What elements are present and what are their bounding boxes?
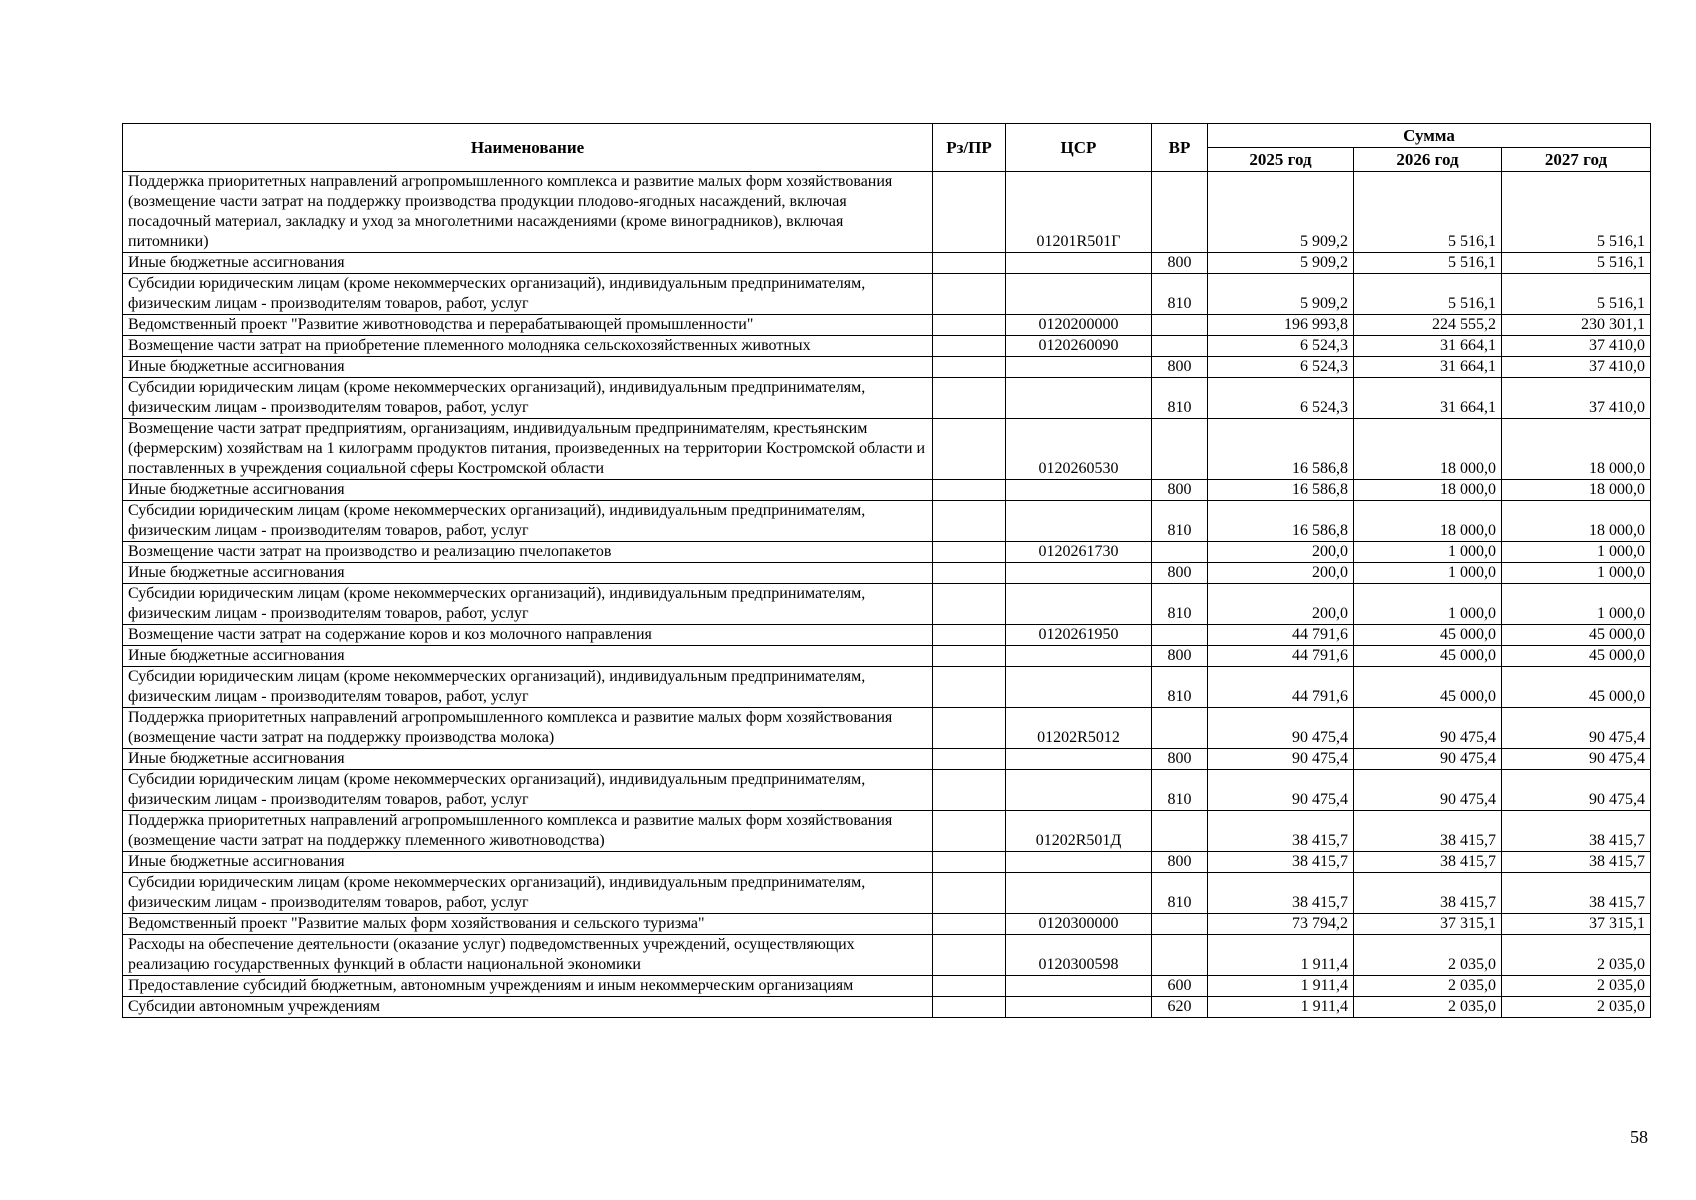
cell-rzpr	[933, 852, 1006, 873]
table-row	[123, 253, 1651, 274]
cell-2026: 38 415,7	[1354, 873, 1502, 914]
table-row	[123, 811, 1651, 852]
cell-2026: 45 000,0	[1354, 646, 1502, 667]
cell-name: Субсидии юридическим лицам (кроме некоммерческих организаций), индивидуальным предпринимателям, физическим лицам - производителям товаров, работ, услуг	[123, 667, 933, 708]
cell-csr	[1006, 749, 1152, 770]
table-row	[123, 419, 1651, 480]
table-row	[123, 584, 1651, 625]
cell-2025: 16 586,8	[1208, 480, 1354, 501]
cell-vr: 800	[1152, 253, 1208, 274]
cell-2025: 200,0	[1208, 584, 1354, 625]
cell-vr	[1152, 172, 1208, 253]
table-row	[123, 935, 1651, 976]
cell-name: Иные бюджетные ассигнования	[123, 852, 933, 873]
header-year-2027: 2027 год	[1502, 148, 1651, 172]
cell-2026: 2 035,0	[1354, 997, 1502, 1018]
cell-rzpr	[933, 935, 1006, 976]
cell-2025: 6 524,3	[1208, 378, 1354, 419]
table-body	[123, 172, 1651, 1018]
header-name: Наименование	[123, 124, 933, 172]
header-csr: ЦСР	[1006, 124, 1152, 172]
table-row	[123, 274, 1651, 315]
cell-name: Возмещение части затрат на приобретение племенного молодняка сельскохозяйственных животных	[123, 336, 933, 357]
cell-vr: 800	[1152, 563, 1208, 584]
cell-vr	[1152, 708, 1208, 749]
cell-csr	[1006, 378, 1152, 419]
table-row	[123, 336, 1651, 357]
table-row	[123, 770, 1651, 811]
cell-rzpr	[933, 749, 1006, 770]
cell-2027: 18 000,0	[1502, 501, 1651, 542]
cell-2027: 230 301,1	[1502, 315, 1651, 336]
cell-csr	[1006, 357, 1152, 378]
cell-vr	[1152, 625, 1208, 646]
cell-name: Расходы на обеспечение деятельности (оказание услуг) подведомственных учреждений, осуществляющих реализацию государственных функций в области национальной экономики	[123, 935, 933, 976]
cell-2026: 31 664,1	[1354, 378, 1502, 419]
cell-2025: 44 791,6	[1208, 646, 1354, 667]
cell-name: Иные бюджетные ассигнования	[123, 646, 933, 667]
cell-csr	[1006, 646, 1152, 667]
table-row	[123, 708, 1651, 749]
cell-2027: 1 000,0	[1502, 584, 1651, 625]
cell-name: Иные бюджетные ассигнования	[123, 357, 933, 378]
cell-2027: 45 000,0	[1502, 625, 1651, 646]
cell-2027: 18 000,0	[1502, 480, 1651, 501]
cell-2025: 6 524,3	[1208, 357, 1354, 378]
cell-rzpr	[933, 274, 1006, 315]
cell-csr	[1006, 253, 1152, 274]
cell-name: Иные бюджетные ассигнования	[123, 480, 933, 501]
cell-name: Возмещение части затрат на содержание коров и коз молочного направления	[123, 625, 933, 646]
cell-rzpr	[933, 378, 1006, 419]
cell-rzpr	[933, 708, 1006, 749]
cell-vr: 810	[1152, 501, 1208, 542]
cell-vr: 810	[1152, 873, 1208, 914]
cell-2027: 90 475,4	[1502, 749, 1651, 770]
cell-vr: 800	[1152, 646, 1208, 667]
cell-csr: 0120261950	[1006, 625, 1152, 646]
cell-rzpr	[933, 646, 1006, 667]
cell-csr: 0120261730	[1006, 542, 1152, 563]
cell-2027: 45 000,0	[1502, 646, 1651, 667]
cell-name: Субсидии юридическим лицам (кроме некоммерческих организаций), индивидуальным предпринимателям, физическим лицам - производителям товаров, работ, услуг	[123, 378, 933, 419]
cell-2025: 1 911,4	[1208, 997, 1354, 1018]
cell-2026: 90 475,4	[1354, 749, 1502, 770]
cell-name: Иные бюджетные ассигнования	[123, 749, 933, 770]
cell-rzpr	[933, 770, 1006, 811]
cell-2027: 1 000,0	[1502, 563, 1651, 584]
cell-vr: 600	[1152, 976, 1208, 997]
cell-2026: 2 035,0	[1354, 976, 1502, 997]
cell-vr	[1152, 811, 1208, 852]
cell-2025: 90 475,4	[1208, 749, 1354, 770]
cell-rzpr	[933, 419, 1006, 480]
cell-csr	[1006, 852, 1152, 873]
table-row	[123, 749, 1651, 770]
cell-2027: 38 415,7	[1502, 852, 1651, 873]
cell-rzpr	[933, 914, 1006, 935]
cell-vr: 800	[1152, 749, 1208, 770]
cell-vr	[1152, 542, 1208, 563]
cell-csr	[1006, 997, 1152, 1018]
cell-2026: 5 516,1	[1354, 253, 1502, 274]
cell-name: Ведомственный проект "Развитие животноводства и перерабатывающей промышленности"	[123, 315, 933, 336]
cell-2026: 2 035,0	[1354, 935, 1502, 976]
cell-name: Иные бюджетные ассигнования	[123, 253, 933, 274]
cell-name: Поддержка приоритетных направлений агропромышленного комплекса и развитие малых форм хозяйствования (возмещение части затрат на поддержку племенного животноводства)	[123, 811, 933, 852]
cell-2026: 18 000,0	[1354, 419, 1502, 480]
cell-csr	[1006, 667, 1152, 708]
table-row	[123, 563, 1651, 584]
cell-name: Субсидии юридическим лицам (кроме некоммерческих организаций), индивидуальным предпринимателям, физическим лицам - производителям товаров, работ, услуг	[123, 584, 933, 625]
cell-2026: 38 415,7	[1354, 811, 1502, 852]
cell-rzpr	[933, 563, 1006, 584]
cell-name: Поддержка приоритетных направлений агропромышленного комплекса и развитие малых форм хозяйствования (возмещение части затрат на поддержку производства молока)	[123, 708, 933, 749]
table-row	[123, 501, 1651, 542]
cell-rzpr	[933, 542, 1006, 563]
cell-2027: 2 035,0	[1502, 997, 1651, 1018]
cell-vr: 810	[1152, 584, 1208, 625]
table-row	[123, 646, 1651, 667]
table-row	[123, 976, 1651, 997]
cell-vr: 800	[1152, 480, 1208, 501]
table-row	[123, 667, 1651, 708]
cell-csr	[1006, 563, 1152, 584]
cell-2025: 44 791,6	[1208, 625, 1354, 646]
cell-rzpr	[933, 480, 1006, 501]
cell-vr: 810	[1152, 274, 1208, 315]
cell-csr: 0120260090	[1006, 336, 1152, 357]
cell-csr: 01202R5012	[1006, 708, 1152, 749]
cell-name: Субсидии автономным учреждениям	[123, 997, 933, 1018]
cell-2025: 44 791,6	[1208, 667, 1354, 708]
cell-2027: 38 415,7	[1502, 811, 1651, 852]
cell-2027: 2 035,0	[1502, 976, 1651, 997]
table-header	[123, 124, 1651, 172]
cell-2025: 196 993,8	[1208, 315, 1354, 336]
table-row	[123, 480, 1651, 501]
cell-2026: 38 415,7	[1354, 852, 1502, 873]
cell-2027: 37 315,1	[1502, 914, 1651, 935]
cell-name: Поддержка приоритетных направлений агропромышленного комплекса и развитие малых форм хозяйствования (возмещение части затрат на поддержку производства продукции плодово-ягодных насаждений, включая посадочный материал, закладку и уход за многолетними насаждениями (кроме виноградников), включая питомники)	[123, 172, 933, 253]
cell-name: Субсидии юридическим лицам (кроме некоммерческих организаций), индивидуальным предпринимателям, физическим лицам - производителям товаров, работ, услуг	[123, 274, 933, 315]
cell-vr	[1152, 935, 1208, 976]
cell-2027: 38 415,7	[1502, 873, 1651, 914]
cell-csr	[1006, 584, 1152, 625]
cell-2027: 37 410,0	[1502, 378, 1651, 419]
cell-2027: 37 410,0	[1502, 357, 1651, 378]
cell-2025: 16 586,8	[1208, 419, 1354, 480]
cell-2026: 5 516,1	[1354, 274, 1502, 315]
cell-rzpr	[933, 357, 1006, 378]
cell-name: Возмещение части затрат на производство и реализацию пчелопакетов	[123, 542, 933, 563]
cell-csr: 0120300000	[1006, 914, 1152, 935]
cell-rzpr	[933, 253, 1006, 274]
cell-rzpr	[933, 997, 1006, 1018]
cell-2025: 38 415,7	[1208, 873, 1354, 914]
cell-2025: 200,0	[1208, 542, 1354, 563]
cell-name: Субсидии юридическим лицам (кроме некоммерческих организаций), индивидуальным предпринимателям, физическим лицам - производителям товаров, работ, услуг	[123, 501, 933, 542]
cell-2025: 90 475,4	[1208, 770, 1354, 811]
table-row	[123, 357, 1651, 378]
cell-vr	[1152, 336, 1208, 357]
cell-2025: 38 415,7	[1208, 811, 1354, 852]
header-sum: Сумма	[1208, 124, 1651, 148]
page-number: 58	[1630, 1127, 1648, 1147]
cell-2027: 5 516,1	[1502, 253, 1651, 274]
table-row	[123, 997, 1651, 1018]
cell-csr	[1006, 770, 1152, 811]
cell-csr	[1006, 501, 1152, 542]
cell-name: Предоставление субсидий бюджетным, автономным учреждениям и иным некоммерческим организациям	[123, 976, 933, 997]
cell-2027: 90 475,4	[1502, 770, 1651, 811]
table-row	[123, 873, 1651, 914]
cell-2027: 1 000,0	[1502, 542, 1651, 563]
cell-name: Субсидии юридическим лицам (кроме некоммерческих организаций), индивидуальным предпринимателям, физическим лицам - производителям товаров, работ, услуг	[123, 873, 933, 914]
cell-2026: 90 475,4	[1354, 770, 1502, 811]
cell-2026: 31 664,1	[1354, 336, 1502, 357]
cell-vr: 800	[1152, 357, 1208, 378]
cell-2027: 37 410,0	[1502, 336, 1651, 357]
cell-2026: 45 000,0	[1354, 667, 1502, 708]
cell-2025: 73 794,2	[1208, 914, 1354, 935]
table-row	[123, 378, 1651, 419]
cell-name: Ведомственный проект "Развитие малых форм хозяйствования и сельского туризма"	[123, 914, 933, 935]
cell-csr: 0120200000	[1006, 315, 1152, 336]
cell-2026: 1 000,0	[1354, 542, 1502, 563]
cell-2025: 6 524,3	[1208, 336, 1354, 357]
cell-name: Возмещение части затрат предприятиям, организациям, индивидуальным предпринимателям, крестьянским (фермерским) хозяйствам на 1 килограмм продуктов питания, произведенных на территории Костромской области и поставленных в учреждения социальной сферы Костромской области	[123, 419, 933, 480]
cell-rzpr	[933, 625, 1006, 646]
cell-rzpr	[933, 667, 1006, 708]
cell-2027: 45 000,0	[1502, 667, 1651, 708]
cell-2026: 90 475,4	[1354, 708, 1502, 749]
budget-table	[122, 123, 1651, 1018]
table-row	[123, 625, 1651, 646]
cell-rzpr	[933, 873, 1006, 914]
cell-rzpr	[933, 336, 1006, 357]
table-row	[123, 852, 1651, 873]
cell-2026: 31 664,1	[1354, 357, 1502, 378]
cell-rzpr	[933, 584, 1006, 625]
cell-2025: 5 909,2	[1208, 253, 1354, 274]
cell-rzpr	[933, 976, 1006, 997]
cell-2026: 18 000,0	[1354, 501, 1502, 542]
cell-2026: 1 000,0	[1354, 584, 1502, 625]
cell-2026: 18 000,0	[1354, 480, 1502, 501]
cell-2027: 18 000,0	[1502, 419, 1651, 480]
cell-csr	[1006, 873, 1152, 914]
cell-2025: 1 911,4	[1208, 976, 1354, 997]
cell-vr	[1152, 419, 1208, 480]
header-year-2025: 2025 год	[1208, 148, 1354, 172]
cell-2026: 224 555,2	[1354, 315, 1502, 336]
table-row	[123, 542, 1651, 563]
cell-2027: 5 516,1	[1502, 274, 1651, 315]
table-row	[123, 172, 1651, 253]
cell-vr	[1152, 914, 1208, 935]
cell-rzpr	[933, 811, 1006, 852]
cell-2025: 38 415,7	[1208, 852, 1354, 873]
cell-2026: 5 516,1	[1354, 172, 1502, 253]
cell-2027: 2 035,0	[1502, 935, 1651, 976]
cell-csr: 0120260530	[1006, 419, 1152, 480]
cell-2026: 1 000,0	[1354, 563, 1502, 584]
cell-vr	[1152, 315, 1208, 336]
cell-name: Субсидии юридическим лицам (кроме некоммерческих организаций), индивидуальным предпринимателям, физическим лицам - производителям товаров, работ, услуг	[123, 770, 933, 811]
cell-rzpr	[933, 315, 1006, 336]
cell-vr: 800	[1152, 852, 1208, 873]
cell-vr: 620	[1152, 997, 1208, 1018]
table-row	[123, 315, 1651, 336]
cell-csr	[1006, 274, 1152, 315]
table-row	[123, 914, 1651, 935]
cell-2025: 200,0	[1208, 563, 1354, 584]
cell-2025: 5 909,2	[1208, 274, 1354, 315]
cell-2026: 45 000,0	[1354, 625, 1502, 646]
cell-2025: 1 911,4	[1208, 935, 1354, 976]
cell-vr: 810	[1152, 770, 1208, 811]
cell-csr	[1006, 480, 1152, 501]
header-rzpr: Рз/ПР	[933, 124, 1006, 172]
header-vr: ВР	[1152, 124, 1208, 172]
cell-rzpr	[933, 172, 1006, 253]
cell-2027: 5 516,1	[1502, 172, 1651, 253]
cell-2025: 16 586,8	[1208, 501, 1354, 542]
cell-vr: 810	[1152, 378, 1208, 419]
cell-2026: 37 315,1	[1354, 914, 1502, 935]
cell-rzpr	[933, 501, 1006, 542]
cell-2027: 90 475,4	[1502, 708, 1651, 749]
cell-vr: 810	[1152, 667, 1208, 708]
cell-2025: 90 475,4	[1208, 708, 1354, 749]
cell-csr	[1006, 976, 1152, 997]
cell-csr: 01201R501Г	[1006, 172, 1152, 253]
cell-name: Иные бюджетные ассигнования	[123, 563, 933, 584]
cell-csr: 01202R501Д	[1006, 811, 1152, 852]
header-year-2026: 2026 год	[1354, 148, 1502, 172]
cell-csr: 0120300598	[1006, 935, 1152, 976]
cell-2025: 5 909,2	[1208, 172, 1354, 253]
